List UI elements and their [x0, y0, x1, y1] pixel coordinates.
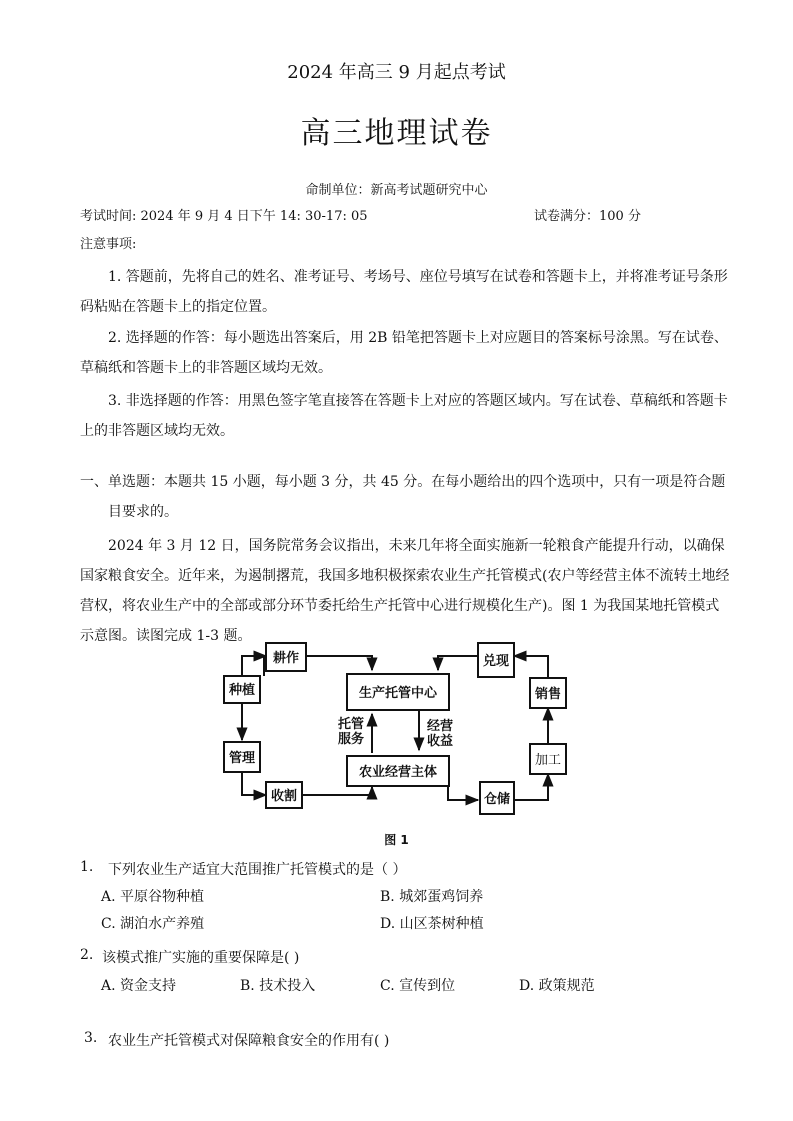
question-1-option-a[interactable]: A. 平原谷物种植 — [101, 889, 205, 905]
question-3-stem: 农业生产托管模式对保障粮食安全的作用有( ) — [108, 1033, 390, 1049]
node-entity: 农业经营主体 — [358, 765, 438, 780]
question-1-option-d[interactable]: D. 山区茶树种植 — [380, 916, 484, 932]
question-2-option-d[interactable]: D. 政策规范 — [519, 978, 595, 994]
issuer-line: 命制单位：新高考试题研究中心 — [305, 183, 488, 198]
question-2-option-b[interactable]: B. 技术投入 — [240, 978, 316, 994]
arrow-sell-to-cash — [514, 656, 548, 678]
label-income-1: 经营 — [426, 719, 454, 734]
node-plant: 种植 — [228, 683, 256, 698]
reading-passage: 2024 年 3 月 12 日，国务院常务会议指出，未来几年将全面实施新一轮粮食产能提升行动，以确保国家粮食安全。近年来，为遏制撂荒，我国多地积极探索农业生产托管模式(农户等经营主体不流转土地经营权，将农业生产中的全部或部分环节委托给生产托管中心进行规模化生产)。图 1 为我国某地托管模式示意图。读图完成 1-3 题。 — [80, 538, 730, 644]
node-plough: 耕作 — [272, 651, 300, 666]
question-1-option-b[interactable]: B. 城郊蛋鸡饲养 — [380, 889, 484, 905]
hosting-mode-diagram — [216, 640, 576, 815]
node-center: 生产托管中心 — [358, 686, 438, 701]
label-income-2: 收益 — [426, 734, 454, 749]
figure-caption: 图 1 — [384, 833, 409, 847]
section-number: 一、 — [80, 474, 108, 490]
label-service-2: 服务 — [337, 732, 365, 747]
question-2-number: 2. — [80, 947, 94, 963]
label-service-1: 托管 — [337, 717, 365, 732]
page-title: 高三地理试卷 — [300, 116, 493, 151]
arrow-manage-to-harvest — [242, 772, 266, 795]
full-score: 试卷满分：100 分 — [534, 209, 641, 224]
question-1-option-c[interactable]: C. 湖泊水产养殖 — [101, 916, 205, 932]
question-1-stem: 下列农业生产适宜大范围推广托管模式的是（ ） — [108, 862, 407, 878]
node-cash: 兑现 — [482, 654, 510, 669]
arrow-cash-to-center — [438, 656, 478, 670]
arrow-plough-to-center — [306, 656, 372, 670]
node-process: 加工 — [534, 753, 562, 768]
arrow-harvest-to-entity — [302, 787, 372, 795]
node-storage: 仓储 — [483, 792, 511, 807]
arrow-plant-to-plough — [242, 656, 266, 676]
note-item-1: 1. 答题前，先将自己的姓名、准考证号、考场号、座位号填写在试卷和答题卡上，并将准考证号条形码粘贴在答题卡上的指定位置。 — [80, 269, 728, 315]
arrow-entity-to-storage — [448, 785, 478, 800]
note-item-3: 3. 非选择题的作答：用黑色签字笔直接答在答题卡上对应的答题区域内。写在试卷、草稿纸和答题卡上的非答题区域均无效。 — [80, 393, 728, 439]
notes-heading: 注意事项: — [80, 237, 137, 252]
arrow-storage-to-process — [514, 774, 548, 800]
question-1-number: 1. — [80, 859, 94, 875]
question-2-option-c[interactable]: C. 宣传到位 — [380, 978, 456, 994]
section-instructions: 单选题：本题共 15 小题，每小题 3 分，共 45 分。在每小题给出的四个选项中，只有一项是符合题目要求的。 — [108, 474, 726, 520]
question-3-number: 3. — [84, 1030, 98, 1046]
question-2-stem: 该模式推广实施的重要保障是( ) — [102, 950, 300, 966]
node-harvest: 收割 — [270, 789, 298, 804]
note-item-2: 2. 选择题的作答：每小题选出答案后，用 2B 铅笔把答题卡上对应题目的答案标号涂黑。写在试卷、草稿纸和答题卡上的非答题区域均无效。 — [80, 330, 728, 376]
question-2-option-a[interactable]: A. 资金支持 — [101, 978, 177, 994]
node-sell: 销售 — [534, 687, 562, 702]
exam-subtitle: 2024 年高三 9 月起点考试 — [287, 62, 506, 83]
exam-time: 考试时间: 2024 年 9 月 4 日下午 14: 30-17: 05 — [80, 209, 368, 224]
node-manage: 管理 — [228, 751, 256, 766]
